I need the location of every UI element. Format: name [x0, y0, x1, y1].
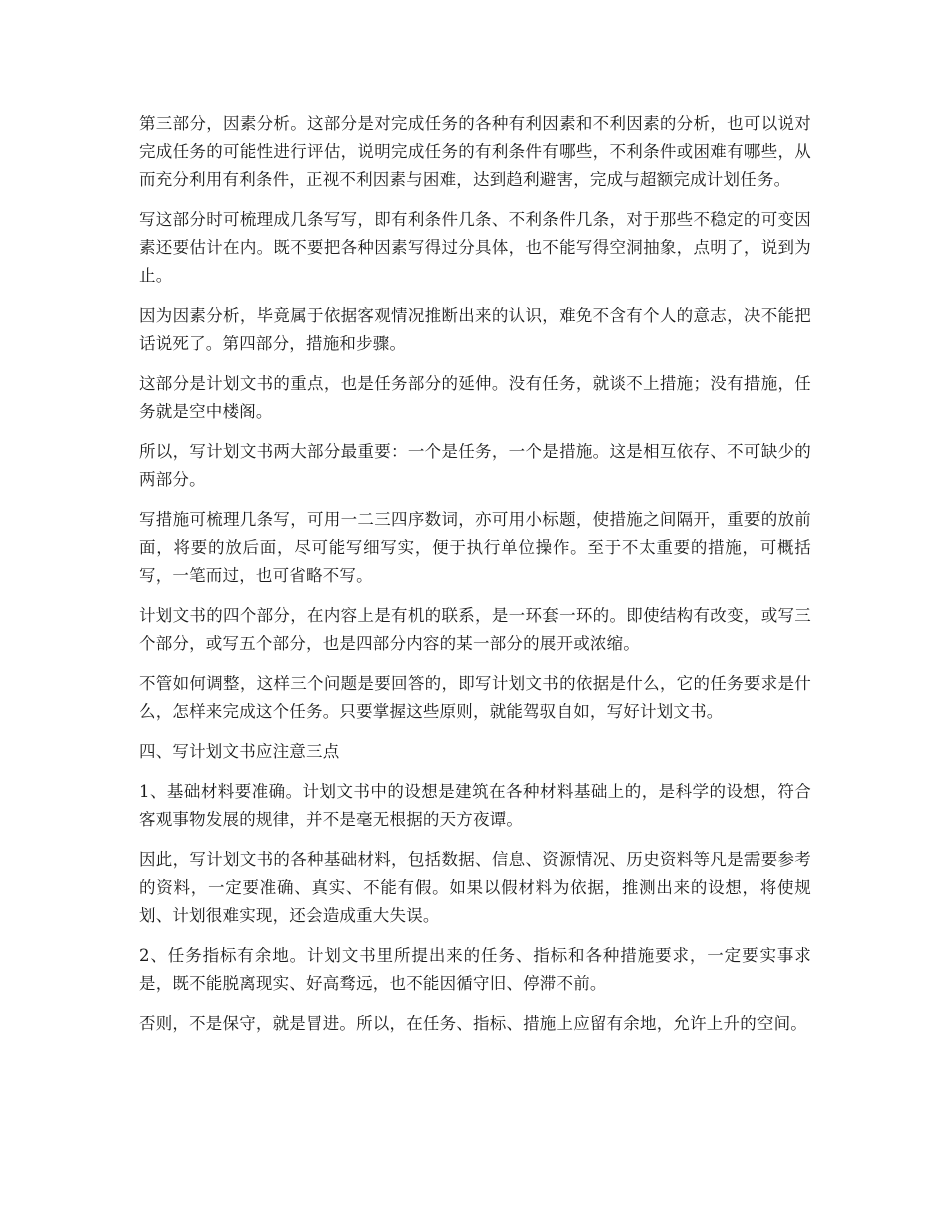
- paragraph-factor-analysis: 第三部分，因素分析。这部分是对完成任务的各种有利因素和不利因素的分析，也可以说对完成任务的可能性进行评估，说明完成任务的有利条件有哪些，不利条件或困难有哪些，从而充分利用有利条件，正视不利因素与困难，达到趋利避害，完成与超额完成计划任务。: [139, 114, 811, 189]
- paragraph-leave-room: 否则，不是保守，就是冒进。所以，在任务、指标、措施上应留有余地，允许上升的空间。: [139, 1014, 807, 1033]
- paragraph-adjustment: 不管如何调整，这样三个问题是要回答的，即写计划文书的依据是什么，它的任务要求是什么，怎样来完成这个任务。只要掌握这些原则，就能驾驭自如，写好计划文书。: [139, 674, 811, 721]
- section-heading: 四、写计划文书应注意三点: [139, 742, 340, 761]
- paragraph-base-materials: 因此，写计划文书的各种基础材料，包括数据、信息、资源情况、历史资料等凡是需要参考的资料，一定要准确、真实、不能有假。如果以假材料为依据，推测出来的设想，将使规划、计划很难实现，还会造成重大失误。: [139, 850, 811, 925]
- paragraph-factor-judgment: 因为因素分析，毕竟属于依据客观情况推断出来的认识，难免不含有个人的意志，决不能把话说死了。第四部分，措施和步骤。: [139, 306, 811, 353]
- paragraph-two-parts: 所以，写计划文书两大部分最重要：一个是任务，一个是措施。这是相互依存、不可缺少的两部分。: [139, 442, 811, 489]
- document-body: [139, 110, 811, 1050]
- paragraph-point-2: 2、任务指标有余地。计划文书里所提出来的任务、指标和各种措施要求，一定要实事求是，既不能脱离现实、好高骛远，也不能因循守旧、停滞不前。: [139, 946, 811, 993]
- paragraph-point-1: 1、基础材料要准确。计划文书中的设想是建筑在各种材料基础上的，是科学的设想，符合客观事物发展的规律，并不是毫无根据的天方夜谭。: [139, 782, 811, 829]
- paragraph-measures-writing: 写措施可梳理几条写，可用一二三四序数词，亦可用小标题，使措施之间隔开，重要的放前面，将要的放后面，尽可能写细写实，便于执行单位操作。至于不太重要的措施，可概括写，一笔而过，也可省略不写。: [139, 510, 811, 585]
- paragraph-writing-method: 写这部分时可梳理成几条写写，即有利条件几条、不利条件几条，对于那些不稳定的可变因素还要估计在内。既不要把各种因素写得过分具体，也不能写得空洞抽象，点明了，说到为止。: [139, 210, 811, 285]
- paragraph-measures-focus: 这部分是计划文书的重点，也是任务部分的延伸。没有任务，就谈不上措施；没有措施，任务就是空中楼阁。: [139, 374, 811, 421]
- paragraph-four-parts: 计划文书的四个部分，在内容上是有机的联系，是一环套一环的。即使结构有改变，或写三个部分，或写五个部分，也是四部分内容的某一部分的展开或浓缩。: [139, 606, 811, 653]
